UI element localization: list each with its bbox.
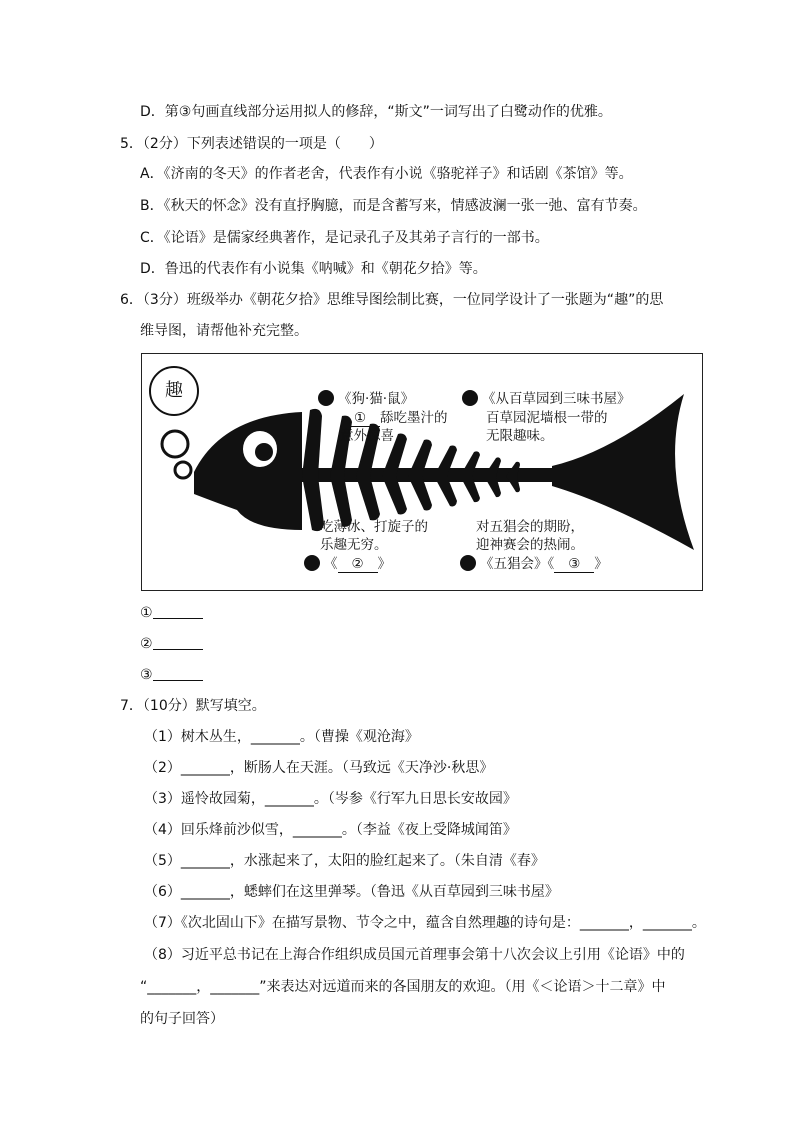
q6-stem-line2: 维导图，请帮他补充完整。	[140, 323, 308, 339]
q5-option-b: B．《秋天的怀念》没有直抒胸臆，而是含蓄写来，情感波澜一张一弛、富有节奏。	[140, 198, 647, 214]
bubble-large	[162, 431, 188, 457]
q4-option-d: D．第③句画直线部分运用拟人的修辞，“斯文”一词写出了白鹭动作的优雅。	[140, 104, 612, 120]
answer-blank[interactable]	[153, 666, 203, 681]
q7-item-5: （5）_______，水涨起来了，太阳的脸红起来了。（朱自清《春》	[144, 853, 545, 869]
bubble-small	[175, 462, 191, 478]
bullet-dot-icon	[304, 555, 320, 571]
node-bottom-right-line2: 迎神赛会的热闹。	[476, 537, 584, 553]
node-bottom-left-line1: 吃薄冰、打旋子的	[320, 519, 428, 535]
q7-item-8-line1: （8）习近平总书记在上海合作组织成员国元首理事会第十八次会议上引用《论语》中的	[144, 947, 685, 963]
bullet-dot-icon	[462, 390, 478, 406]
bullet-dot-icon	[460, 555, 476, 571]
title-circle: 趣	[149, 366, 199, 416]
node-baicaoyuan	[462, 390, 631, 409]
node-text: 》	[377, 556, 391, 572]
q7-item-7: （7）《次北固山下》在描写景物、节令之中，蕴含自然理趣的诗句是：_______，_______。	[144, 915, 706, 931]
node-title: 《从百草园到三味书屋》	[482, 391, 631, 407]
node-wuchanghui	[460, 555, 608, 574]
node-text: 》	[594, 556, 608, 572]
node-title: 《狗·猫·鼠》	[338, 391, 415, 407]
q7-item-8-line3: 的句子回答）	[140, 1011, 224, 1027]
answer-label: ②	[140, 636, 153, 652]
q7-item-8-line2: “_______，_______”来表达对远道而来的各国朋友的欢迎。（用《＜论语＞十二章》中	[140, 979, 666, 995]
blank-2[interactable]: ②	[338, 556, 378, 573]
q7-item-6: （6）_______，蟋蟀们在这里弹琴。（鲁迅《从百草园到三味书屋》	[144, 884, 559, 900]
q7-item-4: （4）回乐烽前沙似雪，_______。（李益《夜上受降城闻笛》	[144, 822, 517, 838]
node-baicaoyuan-line1: 百草园泥墙根一带的	[486, 410, 608, 426]
bullet-dot-icon	[318, 390, 334, 406]
fish-head	[194, 412, 302, 530]
q5-option-d: D．鲁迅的代表作有小说集《呐喊》和《朝花夕拾》等。	[140, 261, 487, 277]
q5-option-a: A．《济南的冬天》的作者老舍，代表作有小说《骆驼祥子》和话剧《茶馆》等。	[140, 166, 633, 182]
mind-map-figure	[141, 353, 703, 591]
node-bottom-left-line2: 乐趣无穷。	[320, 537, 388, 553]
q6-answer-1	[140, 603, 203, 623]
q7-item-1: （1）树木丛生，_______。（曹操《观沧海》	[144, 729, 419, 745]
answer-label: ①	[140, 605, 153, 621]
fish-eye-pupil	[255, 443, 273, 461]
blank-1[interactable]: ①	[340, 410, 380, 427]
node-text: 舔吃墨汁的	[380, 410, 448, 426]
q7-item-3: （3）遥怜故园菊，_______。（岑参《行军九日思长安故园》	[144, 791, 517, 807]
node-baicaoyuan-line2: 无限趣味。	[486, 428, 554, 444]
node-gou-mao-shu	[318, 390, 414, 409]
q5-option-c: C．《论语》是儒家经典著作，是记录孔子及其弟子言行的一部书。	[140, 230, 549, 246]
q6-answer-3	[140, 665, 203, 685]
q6-stem-line1: 6．（3分）班级举办《朝花夕拾》思维导图绘制比赛，一位同学设计了一张题为“趣”的思	[120, 292, 664, 308]
node-gou-mao-shu-line1	[340, 409, 448, 428]
node-gou-mao-shu-line2: 意外惊喜	[340, 428, 394, 444]
node-title: 《五猖会》《	[480, 556, 555, 572]
q5-stem: 5．（2分）下列表述错误的一项是（ ）	[120, 136, 383, 152]
q6-answer-2	[140, 634, 203, 654]
blank-3[interactable]: ③	[554, 556, 594, 573]
node-bottom-left-title	[304, 555, 391, 574]
node-bottom-right-line1: 对五猖会的期盼，	[476, 519, 584, 535]
q7-item-2: （2）_______，断肠人在天涯。（马致远《天净沙·秋思》	[144, 760, 494, 776]
node-text: 《	[324, 556, 338, 572]
answer-blank[interactable]	[153, 635, 203, 650]
q7-stem: 7．（10分）默写填空。	[120, 698, 266, 714]
answer-blank[interactable]	[153, 604, 203, 619]
answer-label: ③	[140, 667, 153, 683]
